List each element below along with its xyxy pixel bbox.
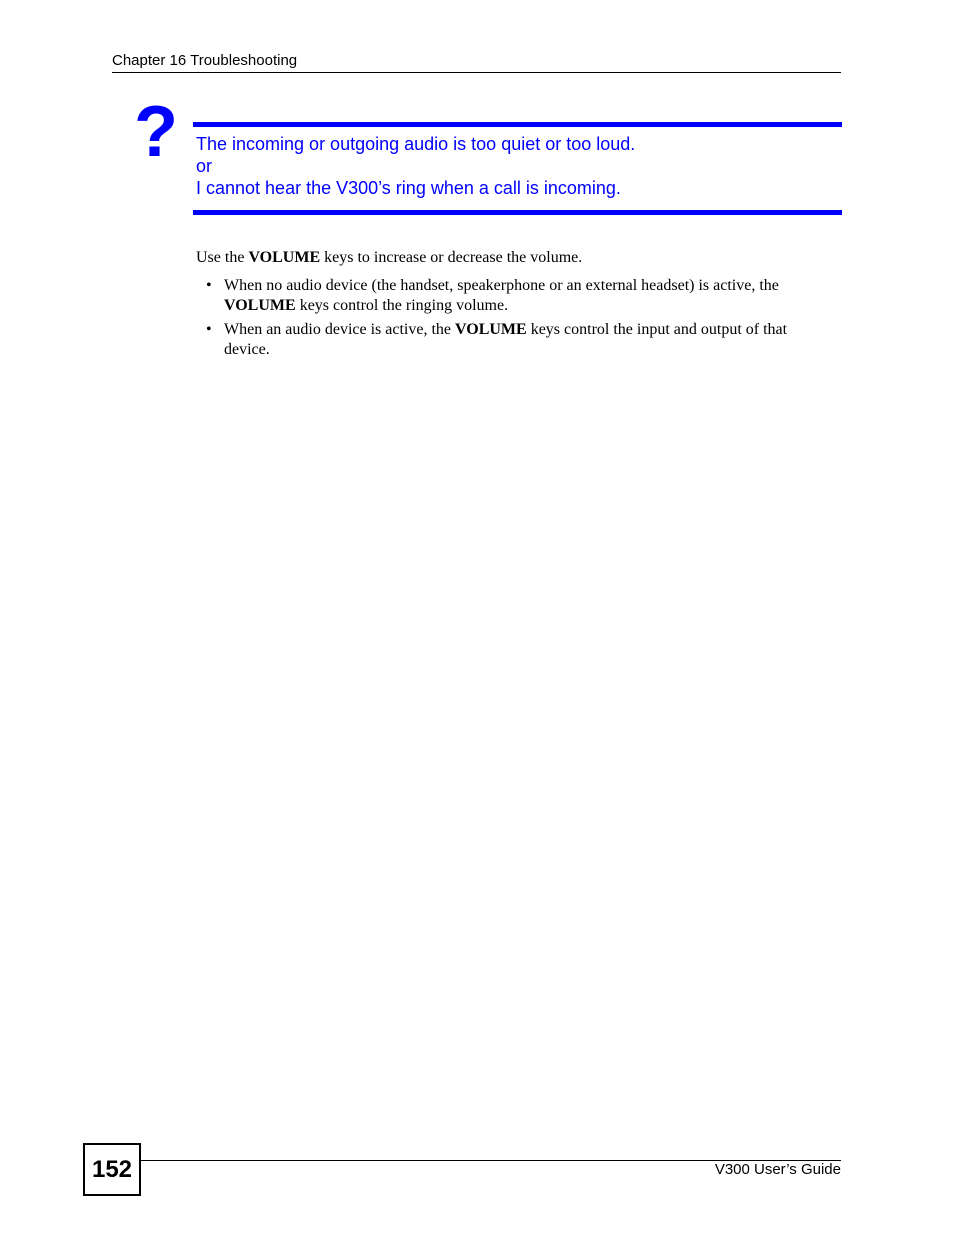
answer-body [196,248,836,364]
question-mark-icon: ? [134,92,178,172]
bullet-icon: • [206,277,212,294]
intro-text-post: keys to increase or decrease the volume. [320,249,583,266]
bullet-text-pre: When no audio device (the handset, speakerphone or an external headset) is active, the [224,277,779,294]
question-bottom-rule [193,210,842,215]
intro-text-pre: Use the [196,249,249,266]
guide-title: V300 User’s Guide [714,1161,841,1178]
question-line-3: I cannot hear the V300’s ring when a call is incoming. [196,178,621,198]
intro-text-bold: VOLUME [248,249,321,266]
bullet-icon: • [206,321,212,338]
question-line-2: or [196,156,213,176]
page-number: 152 [83,1143,141,1196]
bullet-text-bold: VOLUME [455,321,527,338]
bullet-text-post: keys control the input and output of that device. [224,321,788,358]
question-top-rule [193,122,842,127]
chapter-header: Chapter 16 Troubleshooting [112,52,298,69]
list-item [196,320,836,360]
list-item [196,276,836,316]
question-block [196,133,635,199]
question-line-1: The incoming or outgoing audio is too quiet or too loud. [196,134,636,154]
bullet-text-bold: VOLUME [224,297,296,314]
answer-bullet-list [196,276,836,360]
answer-intro [196,248,836,268]
bullet-text-post: keys control the ringing volume. [295,297,509,314]
bullet-text-pre: When an audio device is active, the [224,321,456,338]
header-rule [112,72,841,73]
